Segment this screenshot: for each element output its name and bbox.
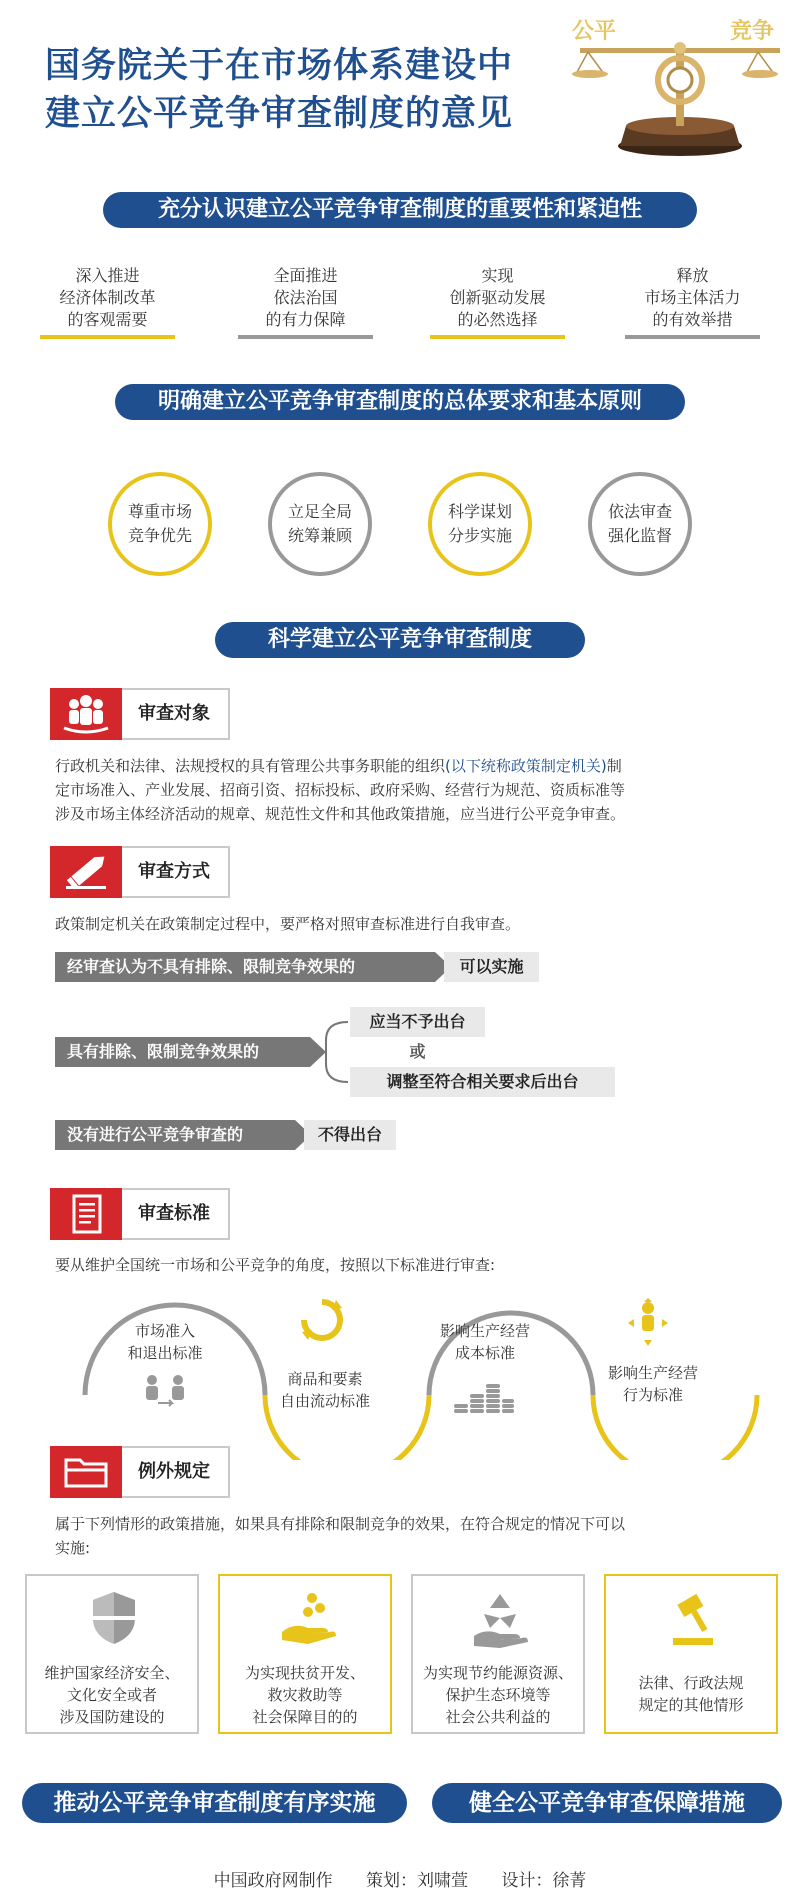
importance-item-line: 的必然选择 (457, 310, 538, 329)
principle-line: 分步实施 (447, 526, 512, 545)
footer-credits (0, 1866, 800, 1891)
importance-underline (430, 335, 565, 339)
flow3-condition: 没有进行公平竞争审查的 (55, 1120, 295, 1150)
importance-item-line: 全面推进 (273, 266, 338, 285)
principle-line: 竞争优先 (127, 526, 192, 545)
scale-left-label: 公平 (572, 19, 617, 44)
object-text-highlight: (以下统称政策制定机关) (445, 757, 607, 775)
tag-review-method (50, 846, 230, 898)
standard-line: 行为标准 (622, 1386, 683, 1404)
importance-item-line: 的有效举措 (652, 310, 733, 329)
object-text-line: 定市场准入、产业发展、招商引资、招标投标、政府采购、经营行为规范、资质标准等 (55, 781, 626, 799)
standard-line: 和退出标准 (127, 1344, 203, 1362)
importance-item-line: 市场主体活力 (644, 288, 741, 307)
standard-item-1 (105, 1320, 225, 1364)
title-line-2: 建立公平竞争审查制度的意见 (45, 94, 514, 134)
exception-text-line: 实施: (55, 1539, 91, 1557)
object-text-part: 制 (606, 757, 622, 775)
tag-review-standard (50, 1188, 230, 1240)
exception-line: 保护生态环境等 (445, 1686, 551, 1704)
importance-item-line: 深入推进 (75, 266, 140, 285)
principle-line: 立足全局 (287, 502, 352, 521)
standard-line: 影响生产经营 (607, 1364, 698, 1382)
principle-line: 科学谋划 (447, 502, 512, 521)
importance-item-2 (238, 265, 373, 331)
exception-box-2 (218, 1574, 392, 1734)
tag-label: 审查标准 (138, 1203, 210, 1224)
importance-item-line: 的客观需要 (67, 310, 148, 329)
recycle-hand-icon (470, 1588, 530, 1648)
tag-exceptions (50, 1446, 230, 1498)
document-icon (50, 1188, 122, 1240)
branch-bracket (318, 1010, 350, 1094)
importance-item-4 (625, 265, 760, 331)
balance-scale-illustration (560, 8, 790, 158)
flow2-or: 或 (409, 1042, 426, 1061)
section-title-system: 科学建立公平竞争审查制度 (215, 622, 585, 658)
importance-item-line: 依法治国 (273, 288, 338, 307)
importance-item-line: 实现 (481, 266, 514, 285)
exception-line: 法律、行政法规 (638, 1674, 744, 1692)
hand-coins-icon (278, 1590, 338, 1646)
exception-text-line: 属于下列情形的政策措施，如果具有排除和限制竞争的效果，在符合规定的情况下可以 (55, 1515, 626, 1533)
standard-line: 影响生产经营 (439, 1322, 530, 1340)
importance-item-line: 经济体制改革 (59, 288, 156, 307)
folder-icon (50, 1446, 122, 1498)
person-arrows-icon (622, 1296, 674, 1348)
shield-icon (89, 1590, 139, 1646)
importance-item-1 (40, 265, 175, 331)
principle-line: 统筹兼顾 (287, 526, 352, 545)
importance-underline (40, 335, 175, 339)
flow1-result: 可以实施 (444, 952, 539, 982)
pencil-icon (50, 846, 122, 898)
exception-line: 涉及国防建设的 (59, 1708, 165, 1726)
review-standard-text: 要从维护全国统一市场和公平竞争的角度，按照以下标准进行审查: (55, 1256, 496, 1274)
gavel-icon (663, 1588, 723, 1648)
coin-stacks-icon (452, 1378, 516, 1416)
scale-right-label: 竞争 (730, 19, 775, 44)
importance-item-3 (430, 265, 565, 331)
flow2-option-1: 应当不予出台 (350, 1007, 485, 1037)
principle-circle-1 (108, 472, 212, 576)
tag-review-object (50, 688, 230, 740)
exception-box-3 (411, 1574, 585, 1734)
principle-line: 依法审查 (607, 502, 672, 521)
exception-line: 维护国家经济安全、 (44, 1664, 180, 1682)
section-title-importance: 充分认识建立公平竞争审查制度的重要性和紧迫性 (103, 192, 697, 228)
exception-line: 救灾救助等 (267, 1686, 343, 1704)
standard-item-2 (260, 1368, 390, 1412)
tag-label: 例外规定 (138, 1461, 210, 1482)
exception-line: 为实现节约能源资源、 (422, 1664, 573, 1682)
flow2-option-2: 调整至符合相关要求后出台 (350, 1067, 615, 1097)
standard-line: 自由流动标准 (279, 1392, 370, 1410)
exchange-people-icon (140, 1370, 190, 1410)
exception-box-4 (604, 1574, 778, 1734)
importance-underline (238, 335, 373, 339)
principle-circle-2 (268, 472, 372, 576)
standard-line: 商品和要素 (287, 1370, 363, 1388)
principle-line: 强化监督 (607, 526, 672, 545)
standard-line: 市场准入 (134, 1322, 195, 1340)
flow2-condition: 具有排除、限制竞争效果的 (55, 1037, 310, 1067)
principle-circle-4 (588, 472, 692, 576)
principle-circle-3 (428, 472, 532, 576)
standard-line: 成本标准 (454, 1344, 515, 1362)
exception-line: 为实现扶贫开发、 (244, 1664, 365, 1682)
object-text-part: 行政机关和法律、法规授权的具有管理公共事务职能的组织 (55, 757, 446, 775)
importance-underline (625, 335, 760, 339)
footer-planner: 策划：刘啸萱 (366, 1871, 468, 1891)
flow1-condition: 经审查认为不具有排除、限制竞争效果的 (55, 952, 435, 982)
exception-box-1 (25, 1574, 199, 1734)
importance-item-line: 的有力保障 (265, 310, 346, 329)
title-line-1: 国务院关于在市场体系建设中 (45, 46, 514, 86)
importance-item-line: 创新驱动发展 (449, 288, 546, 307)
exception-line: 社会保障目的的 (252, 1708, 358, 1726)
footer-designer: 设计：徐菁 (501, 1871, 587, 1891)
people-icon (50, 688, 122, 740)
review-method-text: 政策制定机关在政策制定过程中，要严格对照审查标准进行自我审查。 (55, 915, 521, 933)
principle-line: 尊重市场 (127, 502, 192, 521)
exception-line: 社会公共利益的 (445, 1708, 551, 1726)
section-title-safeguards: 健全公平竞争审查保障措施 (432, 1783, 782, 1823)
exception-line: 规定的其他情形 (638, 1696, 744, 1714)
standard-item-3 (420, 1320, 550, 1364)
recycle-arrows-icon (300, 1298, 344, 1342)
standard-item-4 (588, 1362, 718, 1406)
tag-label: 审查方式 (138, 861, 210, 882)
review-object-text (55, 754, 755, 826)
importance-item-line: 释放 (676, 266, 709, 285)
flow3-result: 不得出台 (304, 1120, 396, 1150)
section-title-principles: 明确建立公平竞争审查制度的总体要求和基本原则 (115, 384, 685, 420)
tag-label: 审查对象 (138, 703, 210, 724)
exception-line: 文化安全或者 (66, 1686, 157, 1704)
page-title (45, 42, 565, 138)
section-title-implementation: 推动公平竞争审查制度有序实施 (22, 1783, 407, 1823)
footer-producer: 中国政府网制作 (213, 1871, 333, 1891)
exception-text (55, 1512, 755, 1560)
object-text-line: 涉及市场主体经济活动的规章、规范性文件和其他政策措施，应当进行公平竞争审查。 (55, 805, 626, 823)
